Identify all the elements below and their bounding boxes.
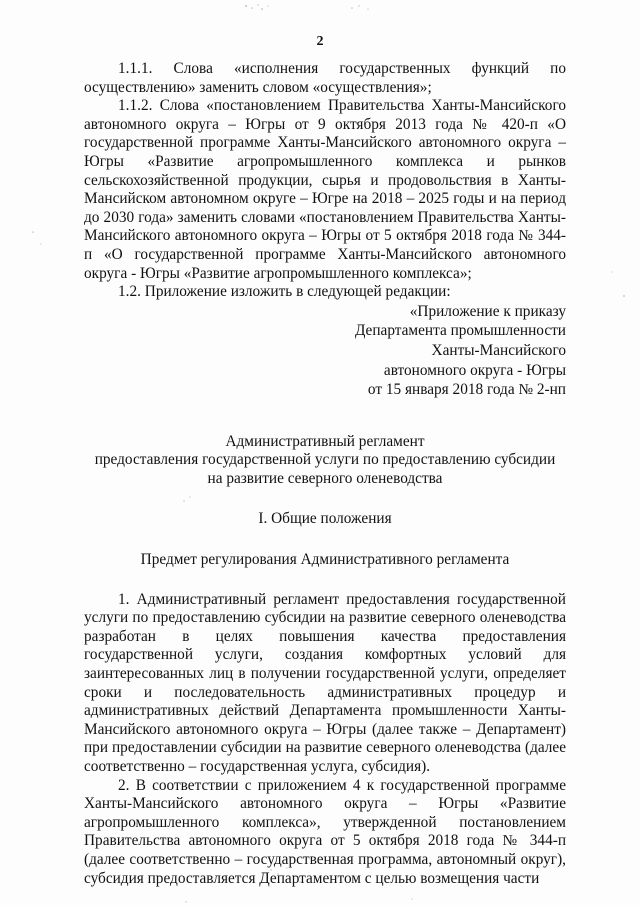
appendix-line-3: Ханты-Мансийского [431,341,566,359]
document-title [84,433,566,489]
subsection-heading: Предмет регулирования Административного регламента [140,551,510,569]
document-body [84,60,566,888]
paragraph-1-1-1: 1.1.1. Слова «исполнения государственных функций по осуществлению» заменить словом «осуществления»; [84,60,566,96]
page-number: 2 [316,34,324,49]
paragraph-2: 2. В соответствии с приложением 4 к государственной программе Ханты-Мансийского автономного округа – Югры «Развитие агропромышленного комплекса», утвержденной постановлением Правительства автономного округа от 5 октября 2018 года № 344-п (далее соответственно – государственная программа, автономный округ), субсидия предоставляется Департаментом с целью возмещения части [84,776,566,887]
title-line-2: предоставления государственной услуги по предоставлению субсидии [94,451,556,469]
appendix-line-4: автономного округа - Югры [383,361,566,379]
appendix-line-1: «Приложение к приказу [409,302,566,320]
body-paragraphs [84,591,566,889]
appendix-line-5: от 15 января 2018 года № 2-нп [367,381,566,399]
title-line-3: на развитие северного оленеводства [207,469,443,487]
appendix-line-2: Департамента промышленности [354,322,566,340]
paragraph-1-1-2: 1.1.2. Слова «постановлением Правительства Ханты-Мансийского автономного округа – Югры от 9 октября 2013 года № 420-п «О государственной программе Ханты-Мансийского автономного округа – Югры «Развитие агропромышленного комплекса и рынков сельскохозяйственной продукции, сырья и продовольствия в Ханты-Мансийском автономном округе – Югре на 2018 – 2025 годы и на период до 2030 года» заменить словами «постановлением Правительства Ханты-Мансийского автономного округа – Югры от 5 октября 2018 года № 344-п «О государственной программе Ханты-Мансийского автономного округа - Югры «Развитие агропромышленного комплекса»; [84,97,566,282]
title-line-1: Административный регламент [225,432,425,450]
appendix-header [84,302,566,400]
paragraph-1-2: 1.2. Приложение изложить в следующей редакции: [118,283,451,301]
paragraph-1: 1. Административный регламент предоставления государственной услуги по предоставлению субсидии на развитие северного оленеводства разработан в целях повышения качества предоставления государственной услуги, создания комфортных условий для заинтересованных лиц в получении государственной услуги, определяет сроки и последовательность административных процедур и административных действий Департамента промышленности Ханты-Мансийского автономного округа – Югры (далее также – Департамент) при предоставлении субсидии на развитие северного оленеводства (далее соответственно – государственная услуга, субсидия). [84,590,566,775]
section-heading: I. Общие положения [258,510,392,528]
